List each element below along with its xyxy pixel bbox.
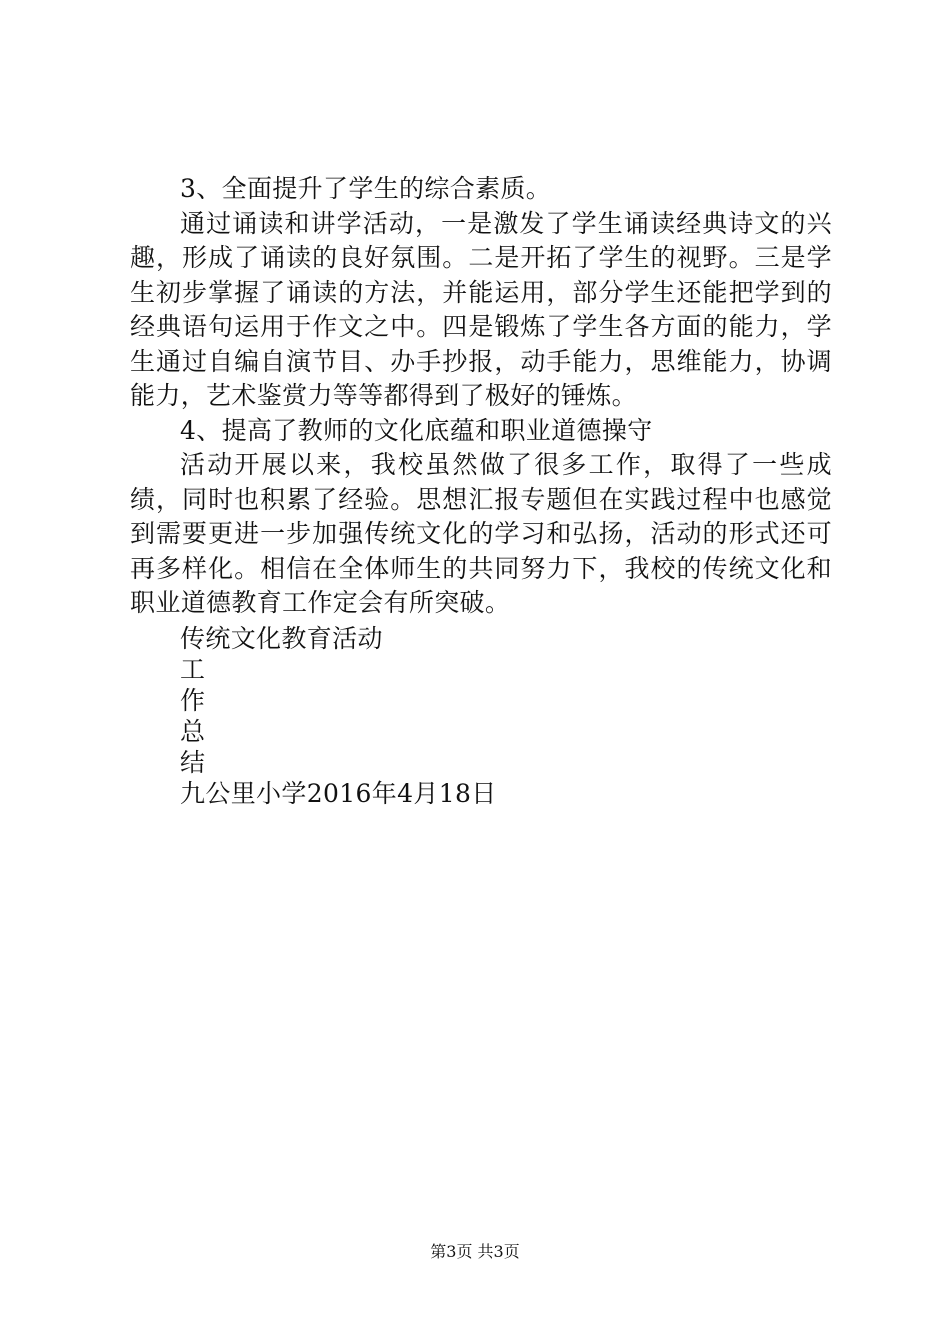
signature-vertical-char: 总 — [180, 716, 206, 746]
signature-vertical-char: 结 — [180, 747, 206, 777]
signature-block — [130, 623, 832, 809]
paragraph-summary: 活动开展以来，我校虽然做了很多工作，取得了一些成绩，同时也积累了经验。思想汇报专题但在实践过程中也感觉到需要更进一步加强传统文化的学习和弘扬，活动的形式还可再多样化。相信在全体师生的共同努力下，我校的传统文化和职业道德教育工作定会有所突破。 — [130, 450, 832, 617]
signature-vertical-char: 作 — [180, 685, 206, 715]
paragraph-student-outcomes: 通过诵读和讲学活动，一是激发了学生诵读经典诗文的兴趣，形成了诵读的良好氛围。二是开拓了学生的视野。三是学生初步掌握了诵读的方法，并能运用，部分学生还能把学到的经典语句运用于作文之中。四是锻炼了学生各方面的能力，学生通过自编自演节目、办手抄报，动手能力，思维能力，协调能力，艺术鉴赏力等等都得到了极好的锤炼。 — [130, 208, 832, 410]
signature-vertical-char: 工 — [180, 654, 206, 684]
page-footer: 第3页 共3页 — [430, 1242, 520, 1261]
signature-school-date: 九公里小学2016年4月18日 — [180, 778, 497, 808]
section-heading-3: 3、全面提升了学生的综合素质。 — [180, 174, 552, 203]
document-body — [130, 172, 832, 809]
signature-title: 传统文化教育活动 — [180, 623, 383, 653]
section-heading-4: 4、提高了教师的文化底蕴和职业道德操守 — [180, 415, 653, 445]
